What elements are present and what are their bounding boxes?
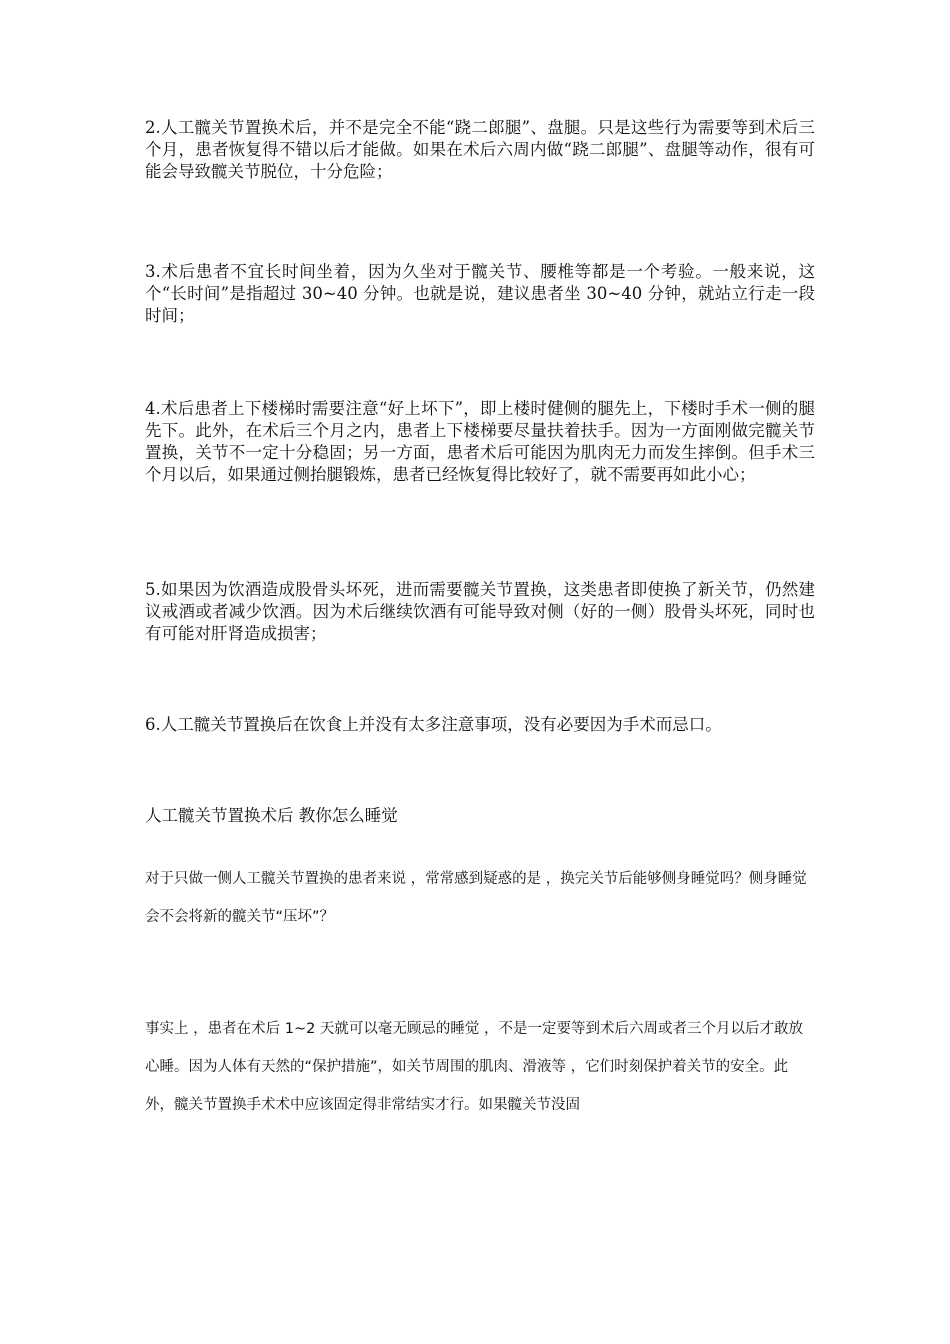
- paragraph-item-3: 3.术后患者不宜长时间坐着，因为久坐对于髋关节、腰椎等都是一个考验。一般来说，这个“长时间”是指超过 30~40 分钟。也就是说，建议患者坐 30~40 分钟，就站立行走一段时间；: [145, 262, 815, 325]
- paragraph-item-6: 6.人工髋关节置换后在饮食上并没有太多注意事项，没有必要因为手术而忌口。: [145, 715, 722, 734]
- paragraph-item-4: 4.术后患者上下楼梯时需要注意“好上坏下”，即上楼时健侧的腿先上，下楼时手术一侧的腿先下。此外，在术后三个月之内，患者上下楼梯要尽量扶着扶手。因为一方面刚做完髋关节置换，关节不一定十分稳固；另一方面，患者术后可能因为肌肉无力而发生摔倒。但手术三个月以后，如果通过侧抬腿锻炼，患者已经恢复得比较好了，就不需要再如此小心；: [145, 399, 815, 484]
- paragraph-item-2: 2.人工髋关节置换术后，并不是完全不能“跷二郎腿”、盘腿。只是这些行为需要等到术后三个月，患者恢复得不错以后才能做。如果在术后六周内做“跷二郎腿”、盘腿等动作，很有可能会导致髋关节脱位，十分危险；: [145, 118, 815, 181]
- body-paragraph-question: 对于只做一侧人工髋关节置换的患者来说 ，常常感到疑惑的是 ，换完关节后能够侧身睡觉吗？侧身睡觉会不会将新的髋关节“压坏”？: [145, 871, 807, 925]
- paragraph-item-5: 5.如果因为饮酒造成股骨头坏死，进而需要髋关节置换，这类患者即使换了新关节，仍然建议戒酒或者减少饮酒。因为术后继续饮酒有可能导致对侧（好的一侧）股骨头坏死，同时也有可能对肝肾造成损害；: [145, 580, 815, 643]
- body-paragraph-answer: 事实上 ，患者在术后 1~2 天就可以毫无顾忌的睡觉 ，不是一定要等到术后六周或者三个月以后才敢放心睡。因为人体有天然的“保护措施”，如关节周围的肌肉、滑液等 ，它们时刻保护着关节的安全。此外，髋关节置换手术术中应该固定得非常结实才行。如果髋关节没固: [145, 1021, 804, 1113]
- section-heading: 人工髋关节置换术后 教你怎么睡觉: [145, 806, 398, 825]
